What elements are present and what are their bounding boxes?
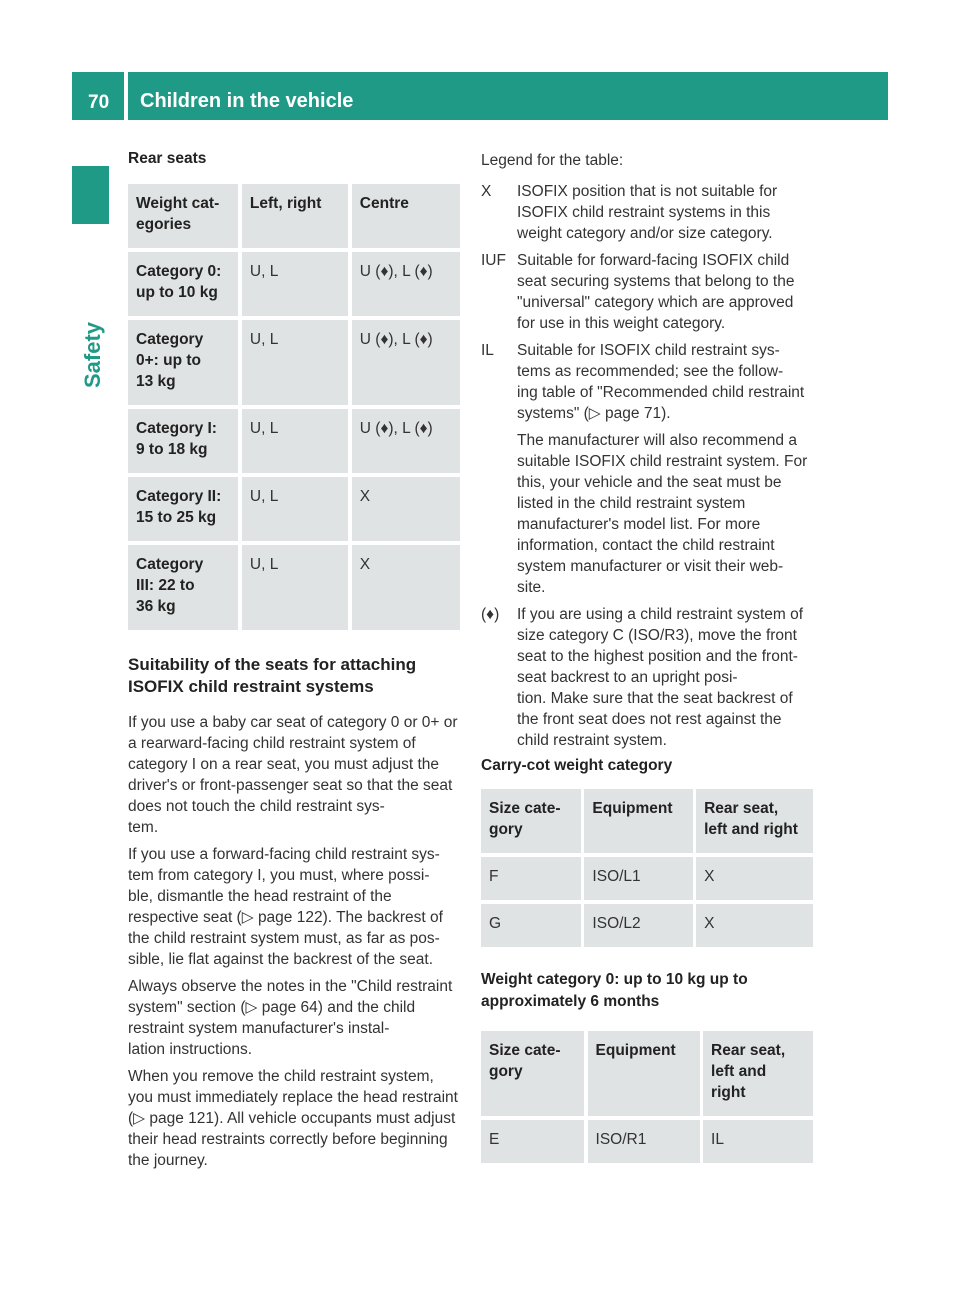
rear-header-cell: Left, right (242, 184, 348, 248)
rear-cell: Category 0+: up to 13 kg (128, 320, 238, 405)
right-column (481, 150, 813, 1167)
legend-item (481, 181, 813, 244)
carry-cot-row (481, 904, 813, 947)
body-paragraphs (128, 712, 460, 1171)
body-paragraph: If you use a baby car seat of category 0 or 0+ or a rearward-facing child restraint system of category I on a rear seat, you must adjust the driver's or front-passenger seat so that the seat does not touch the child restraint sys- tem. (128, 714, 458, 836)
section-heading-text: Suitability of the seats for attaching ISOFIX child restraint systems (128, 655, 417, 696)
rear-cell: U (♦), L (♦) (352, 320, 460, 405)
side-tab-label: Safety (80, 321, 106, 389)
rear-cell: Category I: 9 to 18 kg (128, 409, 238, 473)
rear-row (128, 252, 460, 316)
carry-cot-cell: ISO/L2 (584, 904, 692, 947)
cat0-cell: ISO/R1 (588, 1120, 700, 1163)
carry-cot-cell: ISO/L1 (584, 857, 692, 900)
rear-row (128, 409, 460, 473)
chapter-title: Children in the vehicle (140, 90, 354, 112)
carry-cot-row (481, 857, 813, 900)
legend-text: ISOFIX position that is not suitable for ISOFIX child restraint systems in this weight category and/or size category. (517, 183, 778, 242)
legend-key: X (481, 183, 492, 200)
legend-list (481, 181, 813, 751)
carry-cot-header-cell: Rear seat, left and right (696, 789, 813, 853)
legend-key: IUF (481, 252, 506, 269)
carry-cot-cell: X (696, 857, 813, 900)
legend-item (481, 340, 813, 598)
page-number: 70 (88, 92, 110, 113)
body-paragraph: Always observe the notes in the "Child restraint system" section (▷ page 64) and the child restraint system manufacturer's instal- lation instructions. (128, 978, 453, 1058)
rear-cell: U, L (242, 320, 348, 405)
carry-cot-cell: G (481, 904, 581, 947)
rear-row (128, 320, 460, 405)
legend-key: (♦) (481, 606, 500, 623)
legend-item (481, 604, 813, 751)
body-paragraph: If you use a forward-facing child restraint sys- tem from category I, you must, where possi- ble, dismantle the head restraint of the respective seat (▷ page 122). The backrest of the child restraint system must, as far as pos- sible, lie flat against the backrest of the seat. (128, 846, 443, 968)
cat0-header-cell: Rear seat, left and right (703, 1031, 813, 1116)
rear-cell: U, L (242, 252, 348, 316)
rear-cell: U (♦), L (♦) (352, 252, 460, 316)
carry-cot-cell: F (481, 857, 581, 900)
side-tab-marker (72, 166, 109, 224)
legend-text: If you are using a child restraint system of size category C (ISO/R3), move the front seat to the highest position and the front-seat backrest to an upright posi- tion. Make sure that the seat backrest of the front seat does not rest against the child restraint system. (517, 606, 804, 749)
rear-cell: X (352, 477, 460, 541)
rear-cell: U, L (242, 477, 348, 541)
rear-cell: U (♦), L (♦) (352, 409, 460, 473)
section-heading (128, 654, 460, 698)
rear-cell: X (352, 545, 460, 630)
cat0-header-cell: Equipment (588, 1031, 700, 1116)
rear-row (128, 545, 460, 630)
carry-cot-header-cell: Equipment (584, 789, 692, 853)
legend-item (481, 250, 813, 334)
body-paragraph: When you remove the child restraint system, you must immediately replace the head restraint (▷ page 121). All vehicle occupants must adjust their head restraints correctly before beginning the journey. (128, 1068, 458, 1169)
left-column (128, 150, 460, 1177)
rear-cell: Category 0: up to 10 kg (128, 252, 238, 316)
rear-header-cell: Centre (352, 184, 460, 248)
side-tab (78, 320, 118, 400)
rear-row (128, 477, 460, 541)
rear-seats-table (128, 180, 460, 634)
cat0-header-row (481, 1031, 813, 1116)
rear-cell: U, L (242, 545, 348, 630)
carry-cot-header-cell: Size cate- gory (481, 789, 581, 853)
rear-header-cell: Weight cat- egories (128, 184, 238, 248)
carry-cot-heading: Carry-cot weight category (481, 757, 673, 774)
chapter-header (128, 72, 888, 120)
carry-cot-cell: X (696, 904, 813, 947)
cat0-table (481, 1027, 813, 1167)
legend-text: Suitable for forward-facing ISOFIX child seat securing systems that belong to the "universal" category which are approved for use in this weight category. (517, 252, 795, 332)
cat0-cell: E (481, 1120, 584, 1163)
cat0-heading (481, 969, 813, 1013)
rear-header-row (128, 184, 460, 248)
legend-intro: Legend for the table: (481, 152, 624, 169)
rear-cell: Category II: 15 to 25 kg (128, 477, 238, 541)
rear-cell: Category III: 22 to 36 kg (128, 545, 238, 630)
cat0-row (481, 1120, 813, 1163)
cat0-cell: IL (703, 1120, 813, 1163)
cat0-header-cell: Size cate- gory (481, 1031, 584, 1116)
legend-text: Suitable for ISOFIX child restraint sys- tems as recommended; see the follow- ing table of "Recommended child restraint systems" (▷ page 71). (517, 342, 805, 422)
rear-seats-heading: Rear seats (128, 150, 207, 167)
legend-text: The manufacturer will also recommend a suitable ISOFIX child restraint system. For this, your vehicle and the seat must be listed in the child restraint system manufacturer's model list. For more information, contact the child restraint system manufacturer or visit their web- site. (517, 432, 808, 596)
carry-cot-header-row (481, 789, 813, 853)
page-number-box (72, 72, 124, 120)
carry-cot-table (481, 785, 813, 951)
cat0-heading-text: Weight category 0: up to 10 kg up to approximately 6 months (481, 971, 748, 1010)
rear-cell: U, L (242, 409, 348, 473)
legend-key: IL (481, 342, 494, 359)
